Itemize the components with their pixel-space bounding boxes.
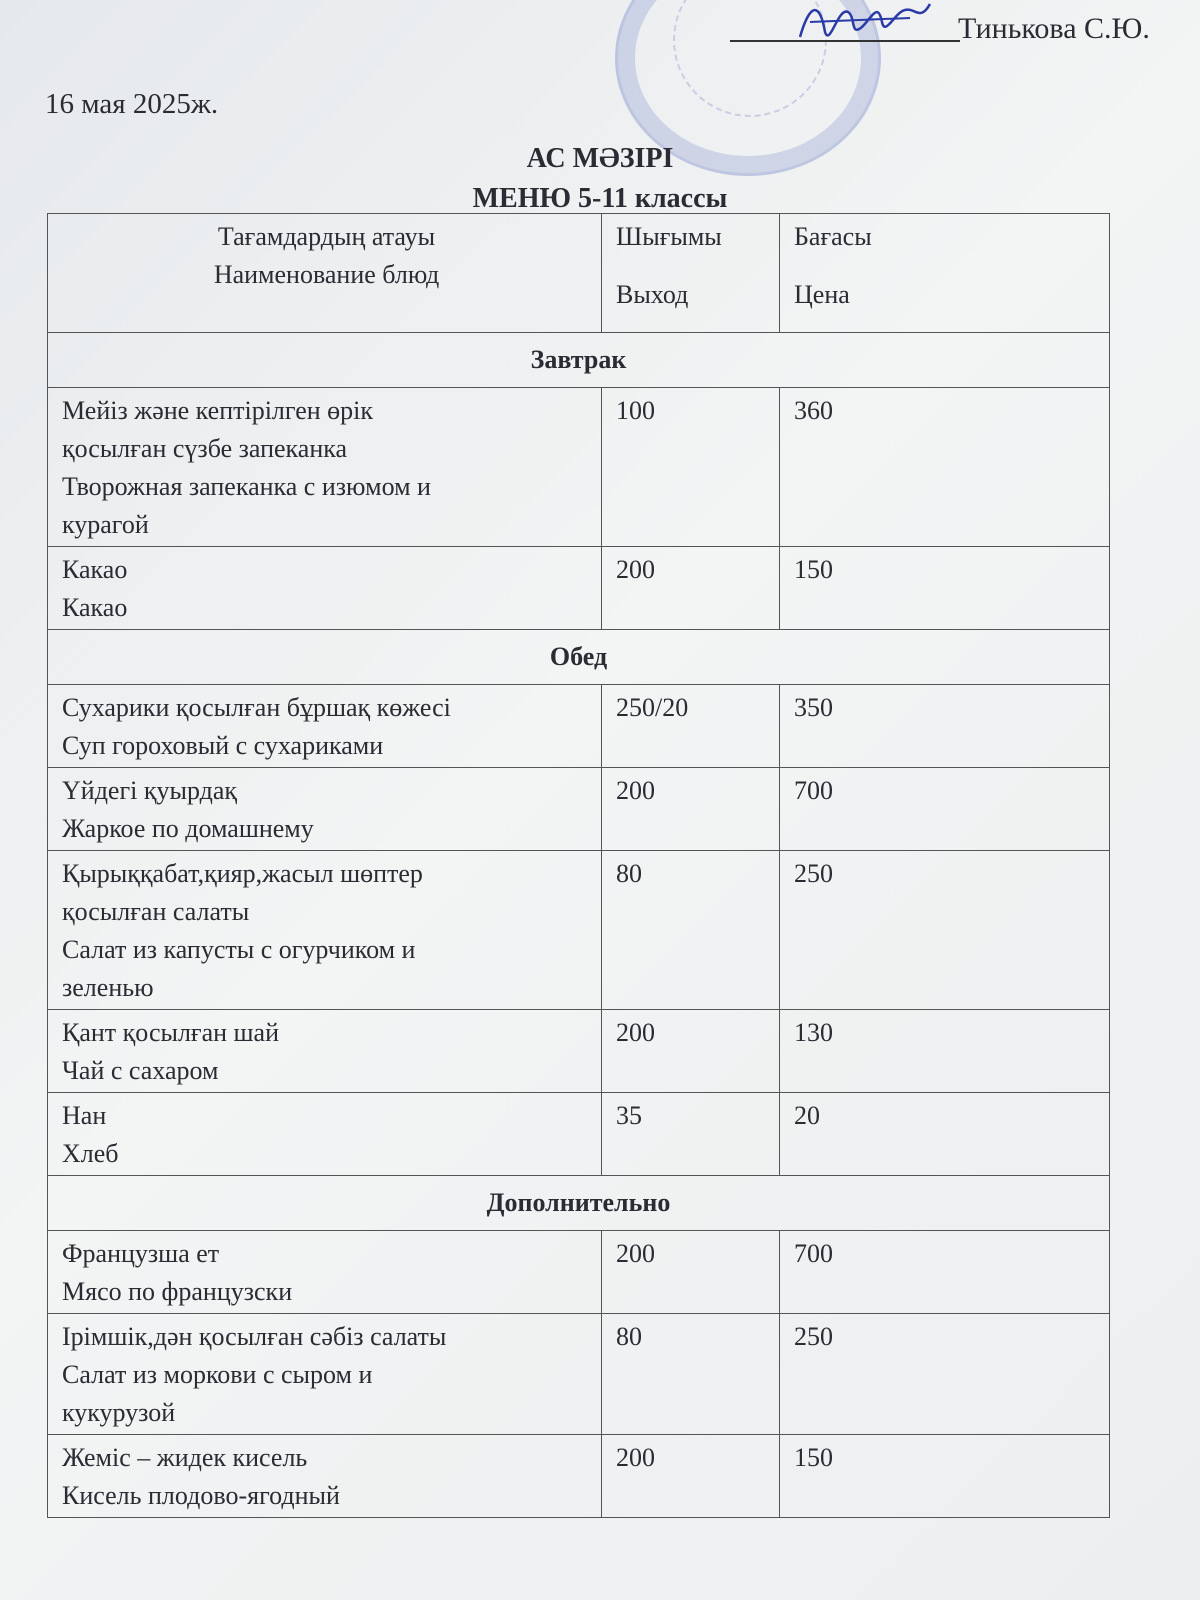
- menu-item-row: [48, 1010, 1110, 1093]
- dish-price: 150: [780, 1435, 1110, 1518]
- dish-yield: 200: [602, 768, 780, 851]
- dish-name-line: Суп гороховый с сухариками: [62, 731, 384, 760]
- section-header-row: [48, 1176, 1110, 1231]
- dish-name-line: Мясо по французски: [62, 1277, 293, 1306]
- section-title: Обед: [48, 630, 1110, 685]
- dish-name: [48, 547, 602, 630]
- section-title: Завтрак: [48, 333, 1110, 388]
- dish-yield: 250/20: [602, 685, 780, 768]
- column-name-kz: Тағамдардың атауы: [217, 222, 436, 251]
- dish-price: 700: [780, 1231, 1110, 1314]
- dish-name-line: Французша ет: [62, 1239, 220, 1268]
- dish-name: [48, 388, 602, 547]
- dish-name-line: Салат из моркови с сыром и: [62, 1360, 373, 1389]
- dish-name: [48, 1435, 602, 1518]
- dish-yield: 200: [602, 547, 780, 630]
- handwritten-signature: [790, 0, 940, 52]
- dish-name: [48, 1093, 602, 1176]
- dish-yield: 200: [602, 1435, 780, 1518]
- menu-date: 16 мая 2025ж.: [45, 88, 219, 120]
- menu-item-row: [48, 685, 1110, 768]
- column-name-ru: Наименование блюд: [213, 260, 440, 289]
- dish-price: 360: [780, 388, 1110, 547]
- menu-item-row: [48, 1435, 1110, 1518]
- dish-name-line: Творожная запеканка с изюмом и: [62, 472, 431, 501]
- dish-name-line: Чай с сахаром: [62, 1056, 219, 1085]
- dish-yield: 35: [602, 1093, 780, 1176]
- menu-item-row: [48, 1231, 1110, 1314]
- menu-body: [48, 333, 1110, 1518]
- dish-name: [48, 1314, 602, 1435]
- signature-line: [730, 40, 960, 42]
- dish-name-line: Ірімшік,дән қосылған сәбіз салаты: [62, 1322, 447, 1351]
- menu-item-row: [48, 768, 1110, 851]
- column-price-ru: Цена: [794, 280, 850, 309]
- dish-name: [48, 851, 602, 1010]
- signer-name: Тинькова С.Ю.: [958, 12, 1150, 45]
- dish-name-line: қосылған салаты: [62, 897, 250, 926]
- menu-item-row: [48, 851, 1110, 1010]
- column-header-name: [48, 214, 602, 333]
- menu-item-row: [48, 1093, 1110, 1176]
- dish-name-line: қосылған сүзбе запеканка: [62, 434, 348, 463]
- column-header-yield: [602, 214, 780, 333]
- dish-price: 150: [780, 547, 1110, 630]
- dish-name-line: кукурузой: [62, 1398, 176, 1427]
- menu-title-ru: МЕНЮ 5-11 классы: [472, 183, 728, 214]
- column-yield-ru: Выход: [616, 280, 689, 309]
- dish-name: [48, 1010, 602, 1093]
- section-header-row: [48, 630, 1110, 685]
- column-yield-kz: Шығымы: [616, 222, 722, 251]
- dish-name-line: Какао: [62, 555, 128, 584]
- dish-name-line: Мейіз және кептірілген өрік: [62, 396, 374, 425]
- dish-name-line: Кисель плодово-ягодный: [62, 1481, 340, 1510]
- column-price-kz: Бағасы: [794, 222, 872, 251]
- menu-item-row: [48, 1314, 1110, 1435]
- section-title: Дополнительно: [48, 1176, 1110, 1231]
- menu-table: [47, 213, 1110, 1518]
- dish-price: 20: [780, 1093, 1110, 1176]
- dish-name-line: Қырыққабат,қияр,жасыл шөптер: [62, 859, 423, 888]
- dish-name-line: Жаркое по домашнему: [62, 814, 314, 843]
- dish-name-line: Салат из капусты с огурчиком и: [62, 935, 416, 964]
- dish-yield: 80: [602, 1314, 780, 1435]
- dish-name-line: курагой: [62, 510, 149, 539]
- dish-name-line: Қант қосылған шай: [62, 1018, 280, 1047]
- menu-item-row: [48, 388, 1110, 547]
- column-header-price: [780, 214, 1110, 333]
- dish-name: [48, 768, 602, 851]
- dish-name: [48, 1231, 602, 1314]
- header-row: [48, 214, 1110, 333]
- dish-price: 250: [780, 1314, 1110, 1435]
- dish-yield: 200: [602, 1010, 780, 1093]
- menu-title-kz: АС МӘЗІРІ: [526, 143, 674, 174]
- dish-name-line: Какао: [62, 593, 128, 622]
- dish-yield: 80: [602, 851, 780, 1010]
- dish-yield: 200: [602, 1231, 780, 1314]
- dish-name-line: Сухарики қосылған бұршақ көжесі: [62, 693, 451, 722]
- section-header-row: [48, 333, 1110, 388]
- dish-price: 700: [780, 768, 1110, 851]
- dish-name-line: Жеміс – жидек кисель: [62, 1443, 308, 1472]
- dish-name-line: зеленью: [62, 973, 154, 1002]
- menu-item-row: [48, 547, 1110, 630]
- dish-price: 130: [780, 1010, 1110, 1093]
- dish-name-line: Хлеб: [62, 1139, 119, 1168]
- dish-yield: 100: [602, 388, 780, 547]
- dish-name-line: Үйдегі қуырдақ: [62, 776, 238, 805]
- dish-price: 350: [780, 685, 1110, 768]
- dish-price: 250: [780, 851, 1110, 1010]
- dish-name-line: Нан: [62, 1101, 107, 1130]
- dish-name: [48, 685, 602, 768]
